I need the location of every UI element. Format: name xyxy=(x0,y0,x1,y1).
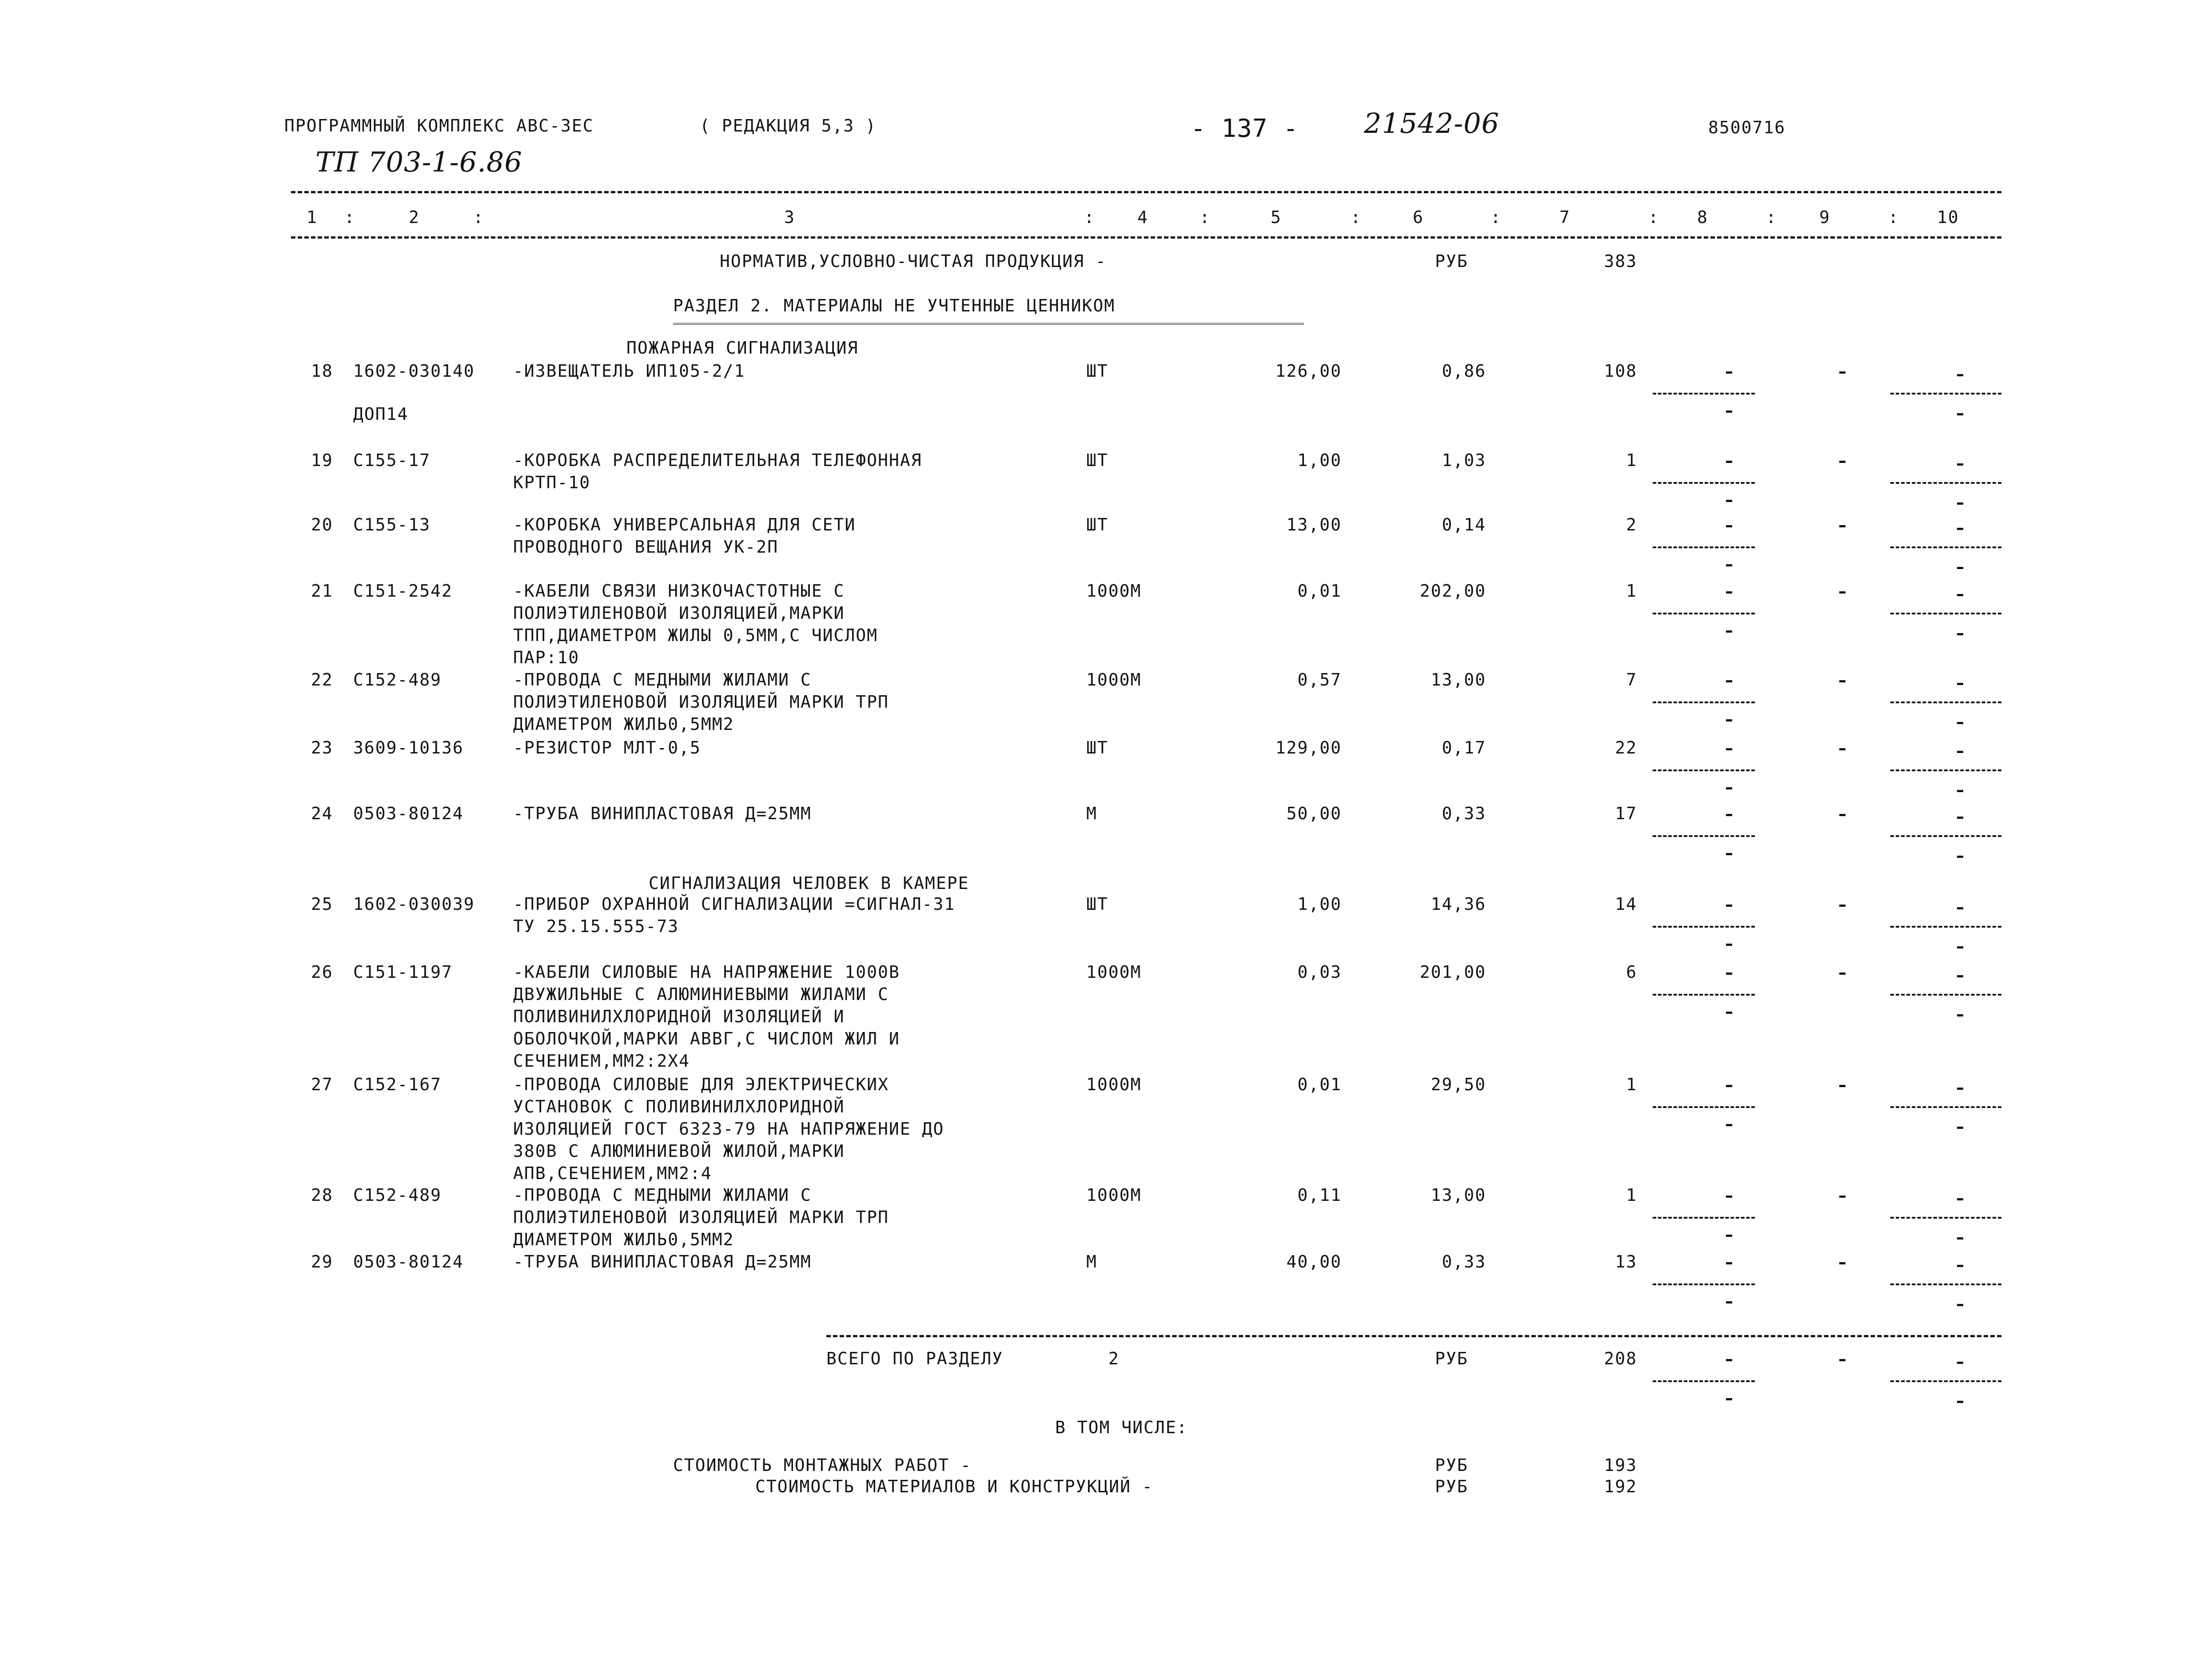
total-col8-sub-mark xyxy=(1726,1398,1732,1400)
row-unit: М xyxy=(1086,804,1097,823)
including-item-unit: РУБ xyxy=(1435,1455,1468,1475)
col9-value-mark xyxy=(1839,1262,1845,1264)
col8-value-mark xyxy=(1726,371,1732,374)
col10-underline xyxy=(1890,613,2001,614)
total-col10-mark xyxy=(1957,1362,1963,1364)
row-name-line: -КОРОБКА УНИВЕРСАЛЬНАЯ ДЛЯ СЕТИ xyxy=(513,515,856,534)
col8-underline xyxy=(1653,926,1755,928)
col10-sub-mark xyxy=(1957,790,1963,792)
column-separator: : xyxy=(1084,207,1095,227)
row-unit: ШТ xyxy=(1086,738,1108,757)
project-number-handwritten: ТП 703-1-6.86 xyxy=(315,146,522,178)
row-quantity: 1,00 xyxy=(1297,450,1342,470)
including-label: В ТОМ ЧИСЛЕ: xyxy=(1055,1418,1188,1437)
row-quantity: 1,00 xyxy=(1297,894,1342,914)
col8-underline xyxy=(1653,994,1755,996)
column-separator: : xyxy=(1351,207,1362,227)
row-name-line: ПРОВОДНОГО ВЕЩАНИЯ УК-2П xyxy=(513,537,779,557)
col8-value-mark xyxy=(1726,748,1732,750)
col9-value-mark xyxy=(1839,748,1845,750)
column-header-1: 1 xyxy=(307,207,318,227)
col10-value-mark xyxy=(1957,907,1963,909)
column-separator: : xyxy=(473,207,484,227)
column-separator: : xyxy=(1648,207,1659,227)
col9-value-mark xyxy=(1839,1085,1845,1087)
col10-underline xyxy=(1890,701,2001,703)
row-number: 24 xyxy=(311,804,333,823)
col8-underline xyxy=(1653,769,1755,771)
column-separator: : xyxy=(1766,207,1777,227)
col8-underline xyxy=(1653,1283,1755,1285)
col10-sub-mark xyxy=(1957,946,1963,949)
row-number: 21 xyxy=(311,581,333,601)
row-sum: 13 xyxy=(1615,1252,1637,1271)
row-unit: ШТ xyxy=(1086,361,1108,381)
row-code: С152-167 xyxy=(353,1075,442,1094)
col10-value-mark xyxy=(1957,528,1963,530)
row-code: С152-489 xyxy=(353,670,442,690)
col10-value-mark xyxy=(1957,683,1963,685)
col8-value-mark xyxy=(1726,525,1732,527)
total-label: ВСЕГО ПО РАЗДЕЛУ xyxy=(826,1349,1004,1368)
col8-sub-mark xyxy=(1726,787,1732,789)
normative-value: 383 xyxy=(1604,251,1637,271)
row-quantity: 13,00 xyxy=(1286,515,1342,534)
col8-underline xyxy=(1653,482,1755,484)
row-quantity: 0,03 xyxy=(1297,962,1342,982)
row-sum: 17 xyxy=(1615,804,1637,823)
including-item-label: СТОИМОСТЬ МАТЕРИАЛОВ И КОНСТРУКЦИЙ - xyxy=(755,1477,1153,1496)
row-price: 202,00 xyxy=(1419,581,1486,601)
col10-value-mark xyxy=(1957,1198,1963,1200)
col10-underline xyxy=(1890,994,2001,996)
col10-underline xyxy=(1890,482,2001,484)
row-name-line: -ТРУБА ВИНИПЛАСТОВАЯ Д=25ММ xyxy=(513,1252,812,1271)
col10-value-mark xyxy=(1957,1265,1963,1267)
col10-sub-mark xyxy=(1957,567,1963,569)
col10-underline xyxy=(1890,769,2001,771)
row-name-line: -ПРОВОДА С МЕДНЫМИ ЖИЛАМИ С xyxy=(513,1185,812,1205)
col10-sub-mark xyxy=(1957,502,1963,505)
column-header-7: 7 xyxy=(1559,207,1570,227)
col10-underline xyxy=(1890,926,2001,928)
row-price: 1,03 xyxy=(1442,450,1486,470)
col9-value-mark xyxy=(1839,905,1845,907)
row-quantity: 0,01 xyxy=(1297,581,1342,601)
row-name-line: ДИАМЕТРОМ ЖИЛЬ0,5ММ2 xyxy=(513,714,734,734)
row-number: 18 xyxy=(311,361,333,381)
row-code: 3609-10136 xyxy=(353,738,464,757)
col8-sub-mark xyxy=(1726,853,1732,855)
row-sum: 6 xyxy=(1626,962,1637,982)
col9-value-mark xyxy=(1839,591,1845,594)
row-price: 201,00 xyxy=(1419,962,1486,982)
col8-sub-mark xyxy=(1726,1301,1732,1303)
section-underline xyxy=(673,323,1304,325)
row-name-line: АПВ,СЕЧЕНИЕМ,ММ2:4 xyxy=(513,1164,712,1183)
column-header-2: 2 xyxy=(409,207,420,227)
col9-value-mark xyxy=(1839,461,1845,463)
col8-value-mark xyxy=(1726,972,1732,975)
row-sum: 1 xyxy=(1626,1075,1637,1094)
col8-underline xyxy=(1653,1106,1755,1108)
col8-value-mark xyxy=(1726,814,1732,816)
row-name-line: -ПРИБОР ОХРАННОЙ СИГНАЛИЗАЦИИ =СИГНАЛ-31 xyxy=(513,894,956,914)
row-unit: 1000М xyxy=(1086,670,1142,690)
total-col8-mark xyxy=(1726,1359,1732,1361)
edition-label: ( РЕДАКЦИЯ 5,3 ) xyxy=(700,116,877,136)
row-price: 0,86 xyxy=(1442,361,1486,381)
row-unit: 1000М xyxy=(1086,1075,1142,1094)
row-price: 13,00 xyxy=(1431,670,1486,690)
col10-value-mark xyxy=(1957,463,1963,466)
col10-underline xyxy=(1890,835,2001,837)
col8-underline xyxy=(1653,393,1755,395)
col10-value-mark xyxy=(1957,975,1963,977)
row-number: 29 xyxy=(311,1252,333,1271)
row-name-line: ПОЛИВИНИЛХЛОРИДНОЙ ИЗОЛЯЦИЕЙ И xyxy=(513,1007,845,1026)
row-sum: 22 xyxy=(1615,738,1637,757)
col10-value-mark xyxy=(1957,374,1963,376)
col8-underline xyxy=(1653,701,1755,703)
row-extra-code: ДОП14 xyxy=(353,404,409,424)
row-name-line: -ТРУБА ВИНИПЛАСТОВАЯ Д=25ММ xyxy=(513,804,812,823)
col10-sub-mark xyxy=(1957,1304,1963,1306)
col10-value-mark xyxy=(1957,1088,1963,1090)
row-name-line: -КОРОБКА РАСПРЕДЕЛИТЕЛЬНАЯ ТЕЛЕФОННАЯ xyxy=(513,450,922,470)
column-header-5: 5 xyxy=(1271,207,1282,227)
row-name-line: -ПРОВОДА СИЛОВЫЕ ДЛЯ ЭЛЕКТРИЧЕСКИХ xyxy=(513,1075,889,1094)
row-number: 19 xyxy=(311,450,333,470)
subsection-title: СИГНАЛИЗАЦИЯ ЧЕЛОВЕК В КАМЕРЕ xyxy=(649,873,969,893)
col8-sub-mark xyxy=(1726,1012,1732,1014)
row-code: С155-17 xyxy=(353,450,431,470)
row-name-line: ТУ 25.15.555-73 xyxy=(513,917,679,936)
row-price: 13,00 xyxy=(1431,1185,1486,1205)
col10-sub-mark xyxy=(1957,856,1963,858)
doc-code: 8500716 xyxy=(1708,118,1786,137)
row-name-line: 380В С АЛЮМИНИЕВОЙ ЖИЛОЙ,МАРКИ xyxy=(513,1141,845,1161)
program-name: ПРОГРАММНЫЙ КОМПЛЕКС АВС-3ЕС xyxy=(284,116,594,136)
total-unit: РУБ xyxy=(1435,1349,1468,1368)
col10-sub-mark xyxy=(1957,633,1963,635)
col8-sub-mark xyxy=(1726,944,1732,946)
row-sum: 2 xyxy=(1626,515,1637,534)
row-quantity: 0,01 xyxy=(1297,1075,1342,1094)
total-col10-underline xyxy=(1890,1380,2001,1382)
row-unit: ШТ xyxy=(1086,894,1108,914)
col10-sub-mark xyxy=(1957,1237,1963,1240)
row-name-line: КРТП-10 xyxy=(513,473,591,492)
row-quantity: 50,00 xyxy=(1286,804,1342,823)
row-quantity: 0,11 xyxy=(1297,1185,1342,1205)
subsection-title: ПОЖАРНАЯ СИГНАЛИЗАЦИЯ xyxy=(626,338,859,358)
row-number: 25 xyxy=(311,894,333,914)
col8-value-mark xyxy=(1726,1262,1732,1264)
column-header-3: 3 xyxy=(784,207,795,227)
normative-label: НОРМАТИВ,УСЛОВНО-ЧИСТАЯ ПРОДУКЦИЯ - xyxy=(720,251,1107,271)
col10-value-mark xyxy=(1957,751,1963,753)
row-quantity: 40,00 xyxy=(1286,1252,1342,1271)
row-code: С155-13 xyxy=(353,515,431,534)
row-unit: ШТ xyxy=(1086,515,1108,534)
row-number: 28 xyxy=(311,1185,333,1205)
col8-underline xyxy=(1653,1217,1755,1219)
col10-sub-mark xyxy=(1957,1014,1963,1016)
column-separator: : xyxy=(1888,207,1899,227)
col8-value-mark xyxy=(1726,461,1732,463)
header-rule-bottom xyxy=(291,236,2001,239)
col8-sub-mark xyxy=(1726,630,1732,633)
column-header-4: 4 xyxy=(1137,207,1148,227)
row-price: 0,14 xyxy=(1442,515,1486,534)
row-code: С152-489 xyxy=(353,1185,442,1205)
row-name-line: ИЗОЛЯЦИЕЙ ГОСТ 6323-79 НА НАПРЯЖЕНИЕ ДО xyxy=(513,1119,945,1139)
column-header-10: 10 xyxy=(1937,207,1959,227)
col10-underline xyxy=(1890,1217,2001,1219)
row-name-line: ПОЛИЭТИЛЕНОВОЙ ИЗОЛЯЦИЕЙ МАРКИ ТРП xyxy=(513,1208,889,1227)
column-header-9: 9 xyxy=(1819,207,1830,227)
header-rule-top xyxy=(291,191,2001,193)
col10-sub-mark xyxy=(1957,1127,1963,1129)
row-name-line: ПОЛИЭТИЛЕНОВОЙ ИЗОЛЯЦИЕЙ МАРКИ ТРП xyxy=(513,692,889,712)
row-name-line: ДВУЖИЛЬНЫЕ С АЛЮМИНИЕВЫМИ ЖИЛАМИ С xyxy=(513,984,889,1004)
row-quantity: 126,00 xyxy=(1275,361,1342,381)
col8-value-mark xyxy=(1726,1085,1732,1087)
row-sum: 7 xyxy=(1626,670,1637,690)
col10-sub-mark xyxy=(1957,722,1963,724)
col8-sub-mark xyxy=(1726,719,1732,721)
col9-value-mark xyxy=(1839,1196,1845,1198)
row-price: 0,33 xyxy=(1442,1252,1486,1271)
row-name-line: -ИЗВЕЩАТЕЛЬ ИП105-2/1 xyxy=(513,361,745,381)
col10-underline xyxy=(1890,1283,2001,1285)
row-name-line: ПОЛИЭТИЛЕНОВОЙ ИЗОЛЯЦИЕЙ,МАРКИ xyxy=(513,603,845,623)
row-sum: 14 xyxy=(1615,894,1637,914)
column-separator: : xyxy=(344,207,355,227)
row-number: 20 xyxy=(311,515,333,534)
row-name-line: ТПП,ДИАМЕТРОМ ЖИЛЫ 0,5ММ,С ЧИСЛОМ xyxy=(513,626,878,645)
col10-underline xyxy=(1890,1106,2001,1108)
total-value: 208 xyxy=(1604,1349,1637,1368)
col10-sub-mark xyxy=(1957,413,1963,415)
row-quantity: 0,57 xyxy=(1297,670,1342,690)
row-name-line: -РЕЗИСТОР МЛТ-0,5 xyxy=(513,738,701,757)
row-unit: 1000М xyxy=(1086,1185,1142,1205)
total-section-number: 2 xyxy=(1108,1349,1120,1368)
col8-sub-mark xyxy=(1726,411,1732,413)
total-col8-underline xyxy=(1653,1380,1755,1382)
col8-underline xyxy=(1653,835,1755,837)
row-code: 1602-030039 xyxy=(353,894,475,914)
col10-underline xyxy=(1890,546,2001,548)
row-name-line: -КАБЕЛИ СИЛОВЫЕ НА НАПРЯЖЕНИЕ 1000В xyxy=(513,962,900,982)
row-number: 22 xyxy=(311,670,333,690)
column-separator: : xyxy=(1200,207,1211,227)
col9-value-mark xyxy=(1839,371,1845,374)
row-sum: 108 xyxy=(1604,361,1637,381)
column-header-6: 6 xyxy=(1413,207,1424,227)
total-rule xyxy=(826,1335,2001,1337)
row-code: С151-1197 xyxy=(353,962,453,982)
row-quantity: 129,00 xyxy=(1275,738,1342,757)
col9-value-mark xyxy=(1839,680,1845,682)
row-name-line: ПАР:10 xyxy=(513,648,580,667)
row-name-line: ДИАМЕТРОМ ЖИЛЬ0,5ММ2 xyxy=(513,1230,734,1249)
row-price: 0,17 xyxy=(1442,738,1486,757)
col8-value-mark xyxy=(1726,1196,1732,1198)
section-title: РАЗДЕЛ 2. МАТЕРИАЛЫ НЕ УЧТЕННЫЕ ЦЕННИКОМ xyxy=(673,296,1116,315)
row-name-line: ОБОЛОЧКОЙ,МАРКИ АВВГ,С ЧИСЛОМ ЖИЛ И xyxy=(513,1029,900,1048)
row-name-line: -ПРОВОДА С МЕДНЫМИ ЖИЛАМИ С xyxy=(513,670,812,690)
normative-unit: РУБ xyxy=(1435,251,1468,271)
col9-value-mark xyxy=(1839,525,1845,527)
col8-value-mark xyxy=(1726,591,1732,594)
row-name-line: УСТАНОВОК С ПОЛИВИНИЛХЛОРИДНОЙ xyxy=(513,1097,845,1116)
col8-value-mark xyxy=(1726,905,1732,907)
row-unit: М xyxy=(1086,1252,1097,1271)
row-code: С151-2542 xyxy=(353,581,453,601)
row-price: 0,33 xyxy=(1442,804,1486,823)
row-sum: 1 xyxy=(1626,581,1637,601)
col10-value-mark xyxy=(1957,594,1963,596)
including-item-value: 193 xyxy=(1604,1455,1637,1475)
col10-value-mark xyxy=(1957,817,1963,819)
row-price: 29,50 xyxy=(1431,1075,1486,1094)
col8-underline xyxy=(1653,613,1755,614)
column-separator: : xyxy=(1491,207,1502,227)
row-name-line: -КАБЕЛИ СВЯЗИ НИЗКОЧАСТОТНЫЕ С xyxy=(513,581,845,601)
row-code: 1602-030140 xyxy=(353,361,475,381)
row-number: 26 xyxy=(311,962,333,982)
row-sum: 1 xyxy=(1626,450,1637,470)
row-sum: 1 xyxy=(1626,1185,1637,1205)
page-number: - 137 - xyxy=(1191,114,1299,143)
col8-sub-mark xyxy=(1726,500,1732,502)
row-number: 23 xyxy=(311,738,333,757)
row-code: 0503-80124 xyxy=(353,804,464,823)
including-item-label: СТОИМОСТЬ МОНТАЖНЫХ РАБОТ - xyxy=(673,1455,972,1475)
total-col9-mark xyxy=(1839,1359,1845,1361)
total-col10-sub-mark xyxy=(1957,1401,1963,1403)
col10-underline xyxy=(1890,393,2001,395)
col8-sub-mark xyxy=(1726,564,1732,566)
col9-value-mark xyxy=(1839,814,1845,816)
including-item-unit: РУБ xyxy=(1435,1477,1468,1496)
row-number: 27 xyxy=(311,1075,333,1094)
col8-underline xyxy=(1653,546,1755,548)
row-unit: 1000М xyxy=(1086,962,1142,982)
col8-value-mark xyxy=(1726,680,1732,682)
row-code: 0503-80124 xyxy=(353,1252,464,1271)
column-header-8: 8 xyxy=(1697,207,1708,227)
including-item-value: 192 xyxy=(1604,1477,1637,1496)
col8-sub-mark xyxy=(1726,1124,1732,1126)
row-unit: 1000М xyxy=(1086,581,1142,601)
row-name-line: СЕЧЕНИЕМ,ММ2:2Х4 xyxy=(513,1051,690,1071)
doc-number-handwritten: 21542-06 xyxy=(1364,107,1500,139)
col9-value-mark xyxy=(1839,972,1845,975)
row-unit: ШТ xyxy=(1086,450,1108,470)
row-price: 14,36 xyxy=(1431,894,1486,914)
col8-sub-mark xyxy=(1726,1235,1732,1237)
